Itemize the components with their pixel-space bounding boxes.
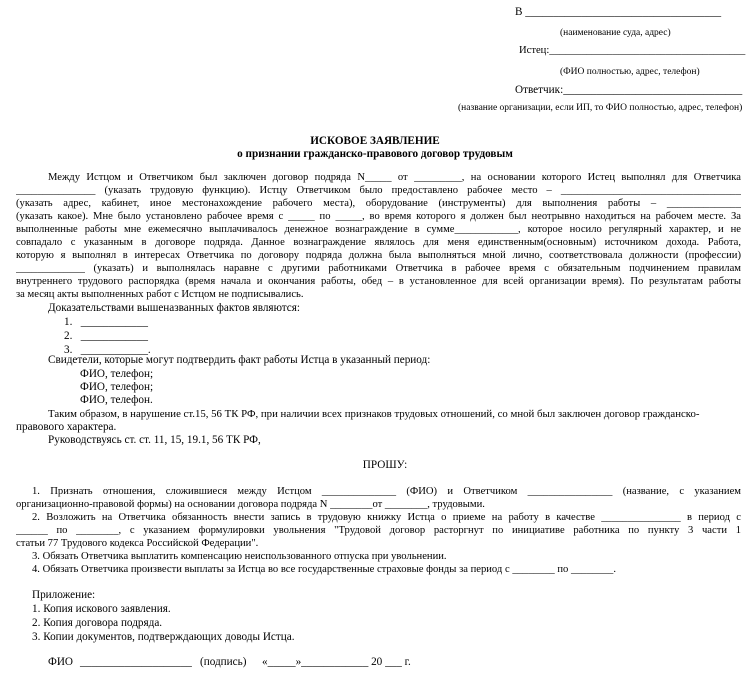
court-caption: (наименование суда, адрес) (560, 28, 671, 38)
request-line: ______ по ________, с указанием формулировки увольнения "Трудовой договор расторгнут по инициативе работника по пункту 3 части 1 (16, 525, 741, 536)
request-line: статьи 77 Трудового кодекса Российской Федерации". (16, 538, 259, 549)
court-line: В ___________________________________ (515, 6, 722, 18)
legal-basis: Руководствуясь ст. ст. 11, 15, 19.1, 56 ТК РФ, (48, 434, 261, 446)
body-line: _______________ (указать трудовую функцию). Истцу Ответчиком было предоставлено рабочее место – __________________________________ (16, 185, 741, 196)
attachments-heading: Приложение: (32, 589, 96, 601)
plaintiff-caption: (ФИО полностью, адрес, телефон) (560, 67, 700, 77)
conclusion-line: Таким образом, в нарушение ст.15, 56 ТК РФ, при наличии всех признаков трудовых отношений, со мной был заключен договор гражданско- (48, 408, 700, 420)
evidence-intro: Доказательствами вышеназванных фактов являются: (48, 302, 301, 314)
signature-label: (подпись) (200, 656, 247, 668)
body-line: (указать какое). Мне было установлено рабочее время с _____ по _____, во время которого я должен был неотрывно находиться на рабочем месте. За (16, 211, 741, 222)
attachment-item: 2. Копия договора подряда. (32, 617, 163, 629)
request-line: организационно-правовой формы) на основании договора подряда N ________от ________, трудовыми. (16, 499, 485, 510)
signature-fio-line: ____________________ (80, 656, 192, 668)
defendant-line: Ответчик:________________________________ (515, 84, 743, 96)
attachment-item: 1. Копия искового заявления. (32, 603, 171, 615)
request-line: 4. Обязать Ответчика произвести выплаты за Истца во все государственные страховые фонды за период с ________ по ________. (32, 564, 616, 575)
evidence-item: 2. ____________ (64, 330, 148, 342)
request-line: 2. Возложить на Ответчика обязанность внести запись в трудовую книжку Истца о приеме на работу в качестве _______________ в период с (32, 512, 741, 523)
document-title: ИСКОВОЕ ЗАЯВЛЕНИЕ (310, 135, 440, 147)
attachment-item: 3. Копии документов, подтверждающих доводы Истца. (32, 631, 295, 643)
request-heading: ПРОШУ: (362, 459, 408, 471)
body-line: совпадало с указанным в договоре подряда. Данное вознаграждение являлось для меня единственным(основным) источником дохода. Работа, (16, 237, 741, 248)
body-line: внутреннего трудового распорядка (время начала и окончания работы, обед – в установленное для всей организации время). По результатам работы (16, 276, 741, 287)
witness-item: ФИО, телефон; (80, 368, 154, 380)
body-line: которую я выполнял в интересах Ответчика по договору подряда должна была выполняться мной лично, соответствовала должности (профессии) (16, 250, 741, 261)
conclusion-line: правового характера. (16, 421, 117, 433)
evidence-item: 3. ____________. (64, 344, 151, 356)
evidence-item: 1. ____________ (64, 316, 148, 328)
witness-intro: Свидетели, которые могут подтвердить факт работы Истца в указанный период: (48, 354, 431, 366)
body-line: _____________ (указать) и выполнялась наравне с другими работниками Ответчика в рабочее время с обязательным подчинением правилам (16, 263, 741, 274)
signature-fio-label: ФИО (48, 656, 73, 668)
body-line: выполненные работы мне ежемесячно выплачивалось денежное вознаграждение в сумме____________, которое носило регулярный характер, и не (16, 224, 741, 235)
signature-date: «_____»____________ 20 ___ г. (262, 656, 411, 668)
witness-item: ФИО, телефон. (80, 394, 153, 406)
witness-item: ФИО, телефон; (80, 381, 154, 393)
document-subtitle: о признании гражданско-правового договор трудовым (237, 148, 513, 160)
body-line: Между Истцом и Ответчиком был заключен договор подряда N_____ от _________, на основании которого Истец выполнял для Ответчика (48, 172, 741, 183)
body-line: (указать адрес, кабинет, иное местонахождение рабочего места), оборудование (инструменты) для выполнения работы – ______________ (16, 198, 741, 209)
defendant-caption: (название организации, если ИП, то ФИО полностью, адрес, телефон) (458, 103, 743, 113)
request-line: 3. Обязать Ответчика выплатить компенсацию неиспользованного отпуска при увольнении. (32, 551, 447, 562)
request-line: 1. Признать отношения, сложившиеся между Истцом ______________ (ФИО) и Ответчиком ________________ (название, с указанием (32, 486, 741, 497)
body-line: за месяц акты выполненных работ с Истцом не подписывались. (16, 289, 304, 300)
plaintiff-line: Истец:_____________________________________ (519, 45, 746, 56)
